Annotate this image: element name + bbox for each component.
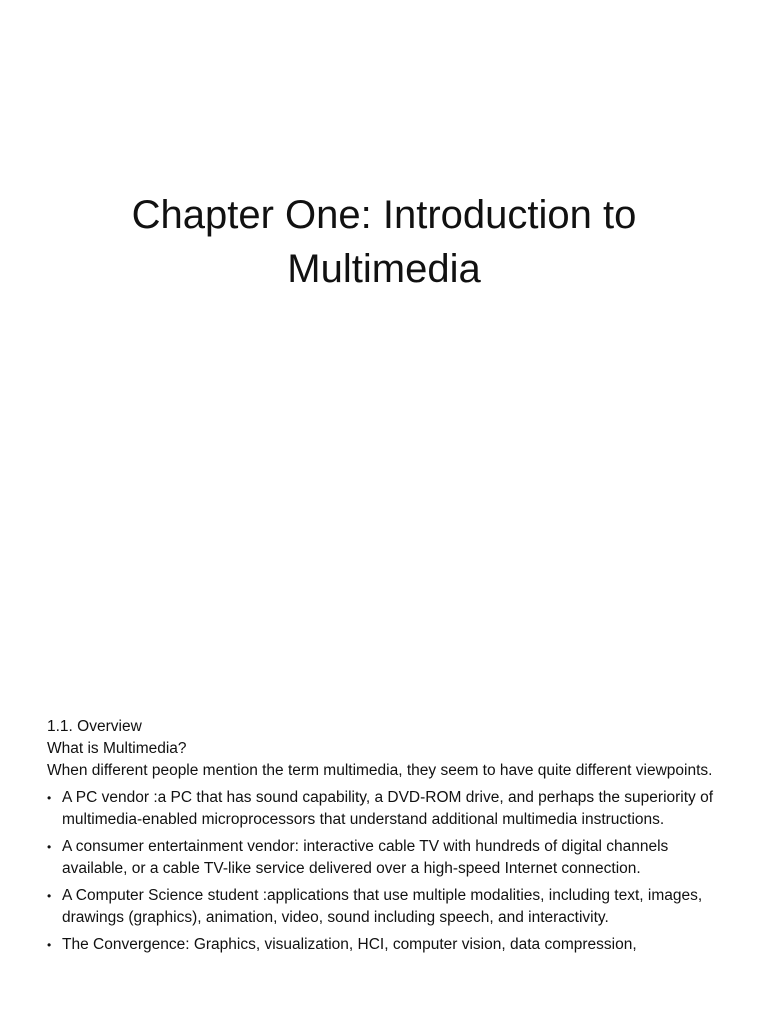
slide-body bbox=[47, 716, 737, 956]
section-number: 1.1. bbox=[47, 718, 73, 735]
list-item bbox=[47, 885, 737, 929]
section-intro: When different people mention the term multimedia, they seem to have quite different viewpoints. bbox=[47, 762, 713, 779]
list-item bbox=[47, 787, 737, 831]
list-item-text: The Convergence: Graphics, visualization, HCI, computer vision, data compression, bbox=[62, 936, 637, 953]
slide-title bbox=[0, 188, 768, 296]
bullet-icon: • bbox=[47, 889, 52, 903]
bullet-icon: • bbox=[47, 791, 52, 805]
section-question: What is Multimedia? bbox=[47, 740, 187, 757]
section-heading bbox=[47, 716, 737, 738]
bullet-list bbox=[47, 787, 737, 956]
bullet-icon: • bbox=[47, 840, 52, 854]
title-line-2: Multimedia bbox=[287, 247, 481, 291]
list-item bbox=[47, 836, 737, 880]
bullet-icon: • bbox=[47, 938, 52, 952]
list-item bbox=[47, 934, 737, 956]
title-line-1: Chapter One: Introduction to bbox=[131, 193, 637, 237]
list-item-text: A PC vendor :a PC that has sound capability, a DVD-ROM drive, and perhaps the superiority of multimedia-enabled microprocessors that understand additional multimedia instructions. bbox=[62, 789, 714, 828]
list-item-text: A consumer entertainment vendor: interactive cable TV with hundreds of digital channels available, or a cable TV-like service delivered over a high-speed Internet connection. bbox=[62, 838, 669, 877]
section-name: Overview bbox=[77, 718, 142, 735]
list-item-text: A Computer Science student :applications that use multiple modalities, including text, images, drawings (graphics), animation, video, sound including speech, and interactivity. bbox=[62, 887, 703, 926]
